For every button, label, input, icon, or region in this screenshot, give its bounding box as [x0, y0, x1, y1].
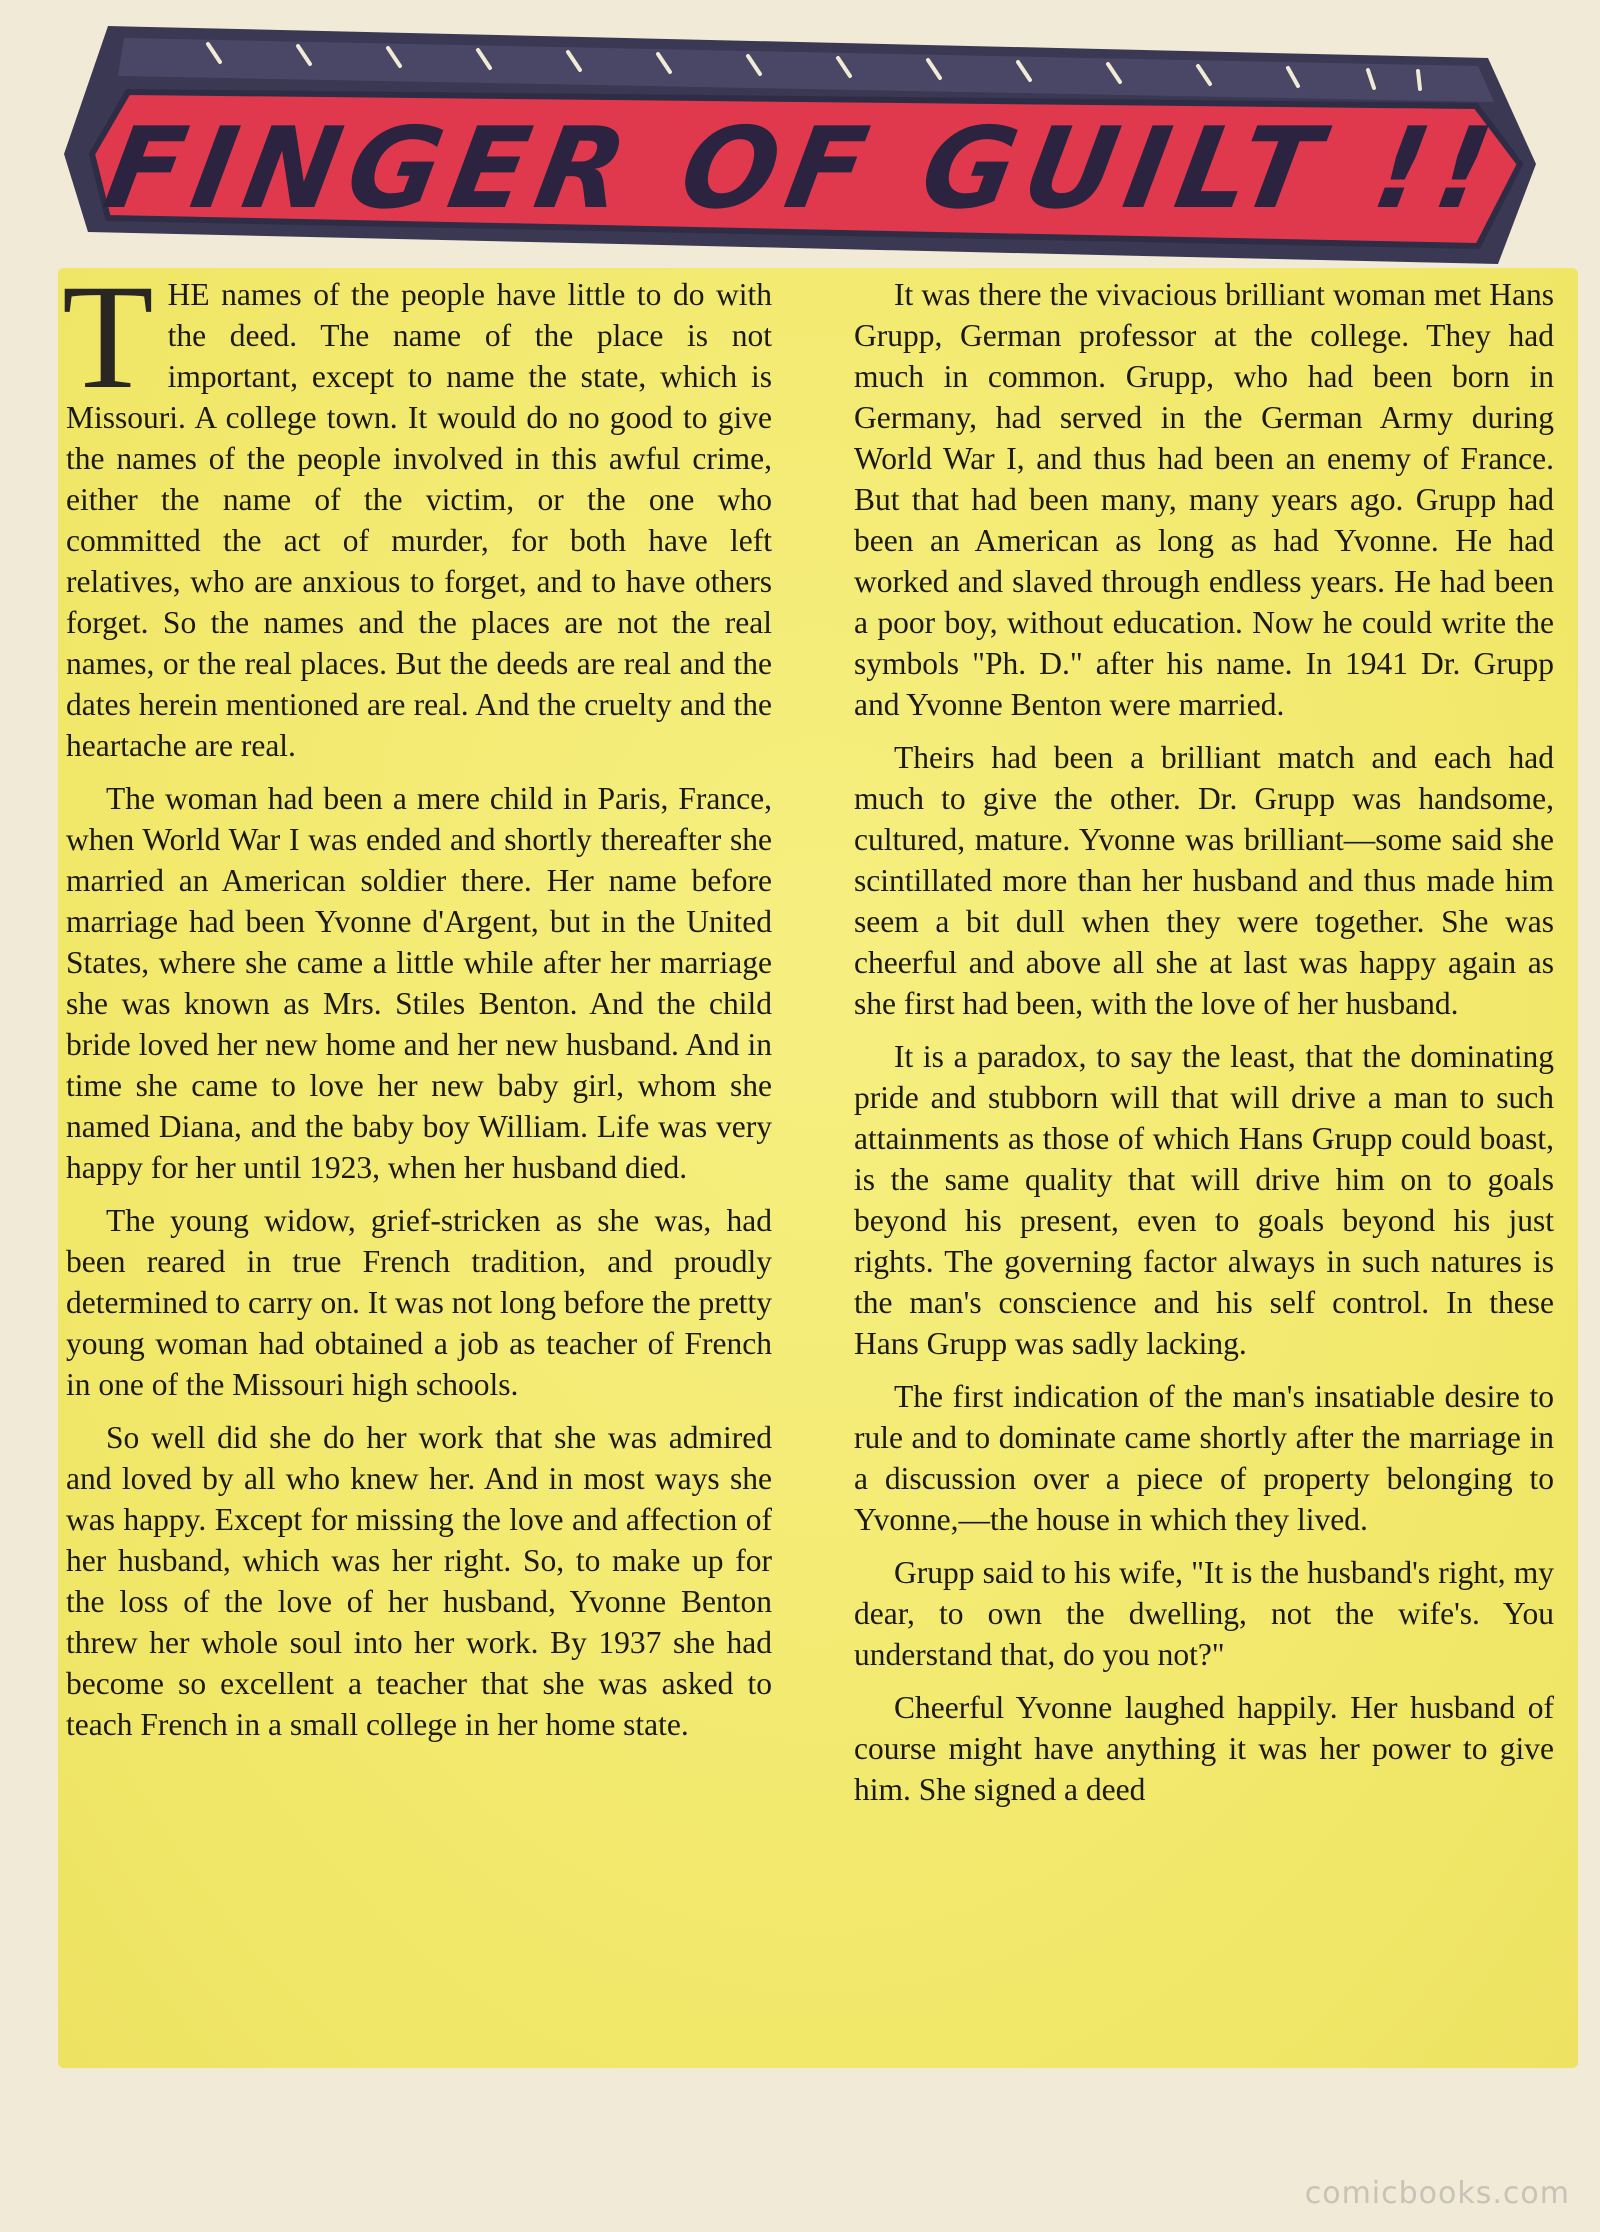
- left-column: [62, 254, 772, 1757]
- paragraph: The first indication of the man's insatiable desire to rule and to dominate came shortly after the marriage in a discussion over a piece of property belonging to Yvonne,—the house in which they lived.: [854, 1379, 1554, 1537]
- paragraph: The young widow, grief-stricken as she was, had been reared in true French tradition, and proudly determined to carry on. It was not long before the pretty young woman had obtained a job as teacher of French in one of the Missouri high schools.: [66, 1203, 772, 1402]
- paragraph: THE names of the people have little to do with the deed. The name of the place is not important, except to name the state, which is Missouri. A college town. It would do no good to give the names of the people involved in this awful crime, either the name of the victim, or the one who committed the act of murder, for both have left relatives, who are anxious to forget, and to have others forget. So the names and the places are not the real names, or the real places. But the deeds are real and the dates herein mentioned are real. And the cruelty and the heartache are real.: [62, 254, 772, 763]
- paragraph: So well did she do her work that she was admired and loved by all who knew her. And in most ways she was happy. Except for missing the love and affection of her husband, which was her right. So, to make up for the loss of the love of her husband, Yvonne Benton threw her whole soul into her work. By 1937 she had become so excellent a teacher that she was asked to teach French in a small college in her home state.: [66, 1420, 772, 1742]
- paragraph: Cheerful Yvonne laughed happily. Her husband of course might have anything it was her power to give him. She signed a deed: [854, 1690, 1554, 1807]
- paragraph: It was there the vivacious brilliant woman met Hans Grupp, German professor at the college. They had much in common. Grupp, who had been born in Germany, had served in the German Army during World War I, and thus had been an enemy of France. But that had been many, many years ago. Grupp had been an American as long as had Yvonne. He had worked and slaved through endless years. He had been a poor boy, without education. Now he could write the symbols "Ph. D." after his name. In 1941 Dr. Grupp and Yvonne Benton were married.: [854, 277, 1554, 722]
- paragraph: The woman had been a mere child in Paris, France, when World War I was ended and shortly thereafter she married an American soldier there. Her name before marriage had been Yvonne d'Argent, but in the United States, where she came a little while after her marriage she was known as Mrs. Stiles Benton. And the child bride loved her new home and her new husband. And in time she came to love her new baby girl, whom she named Diana, and the baby boy William. Life was very happy for her until 1923, when her husband died.: [66, 781, 772, 1185]
- paragraph: Grupp said to his wife, "It is the husband's right, my dear, to own the dwelling, not the wife's. You understand that, do you not?": [854, 1555, 1554, 1672]
- right-column: [854, 274, 1554, 1822]
- watermark: comicbooks.com: [1304, 2176, 1570, 2211]
- drop-cap: T: [62, 254, 154, 420]
- title-banner: [58, 14, 1538, 274]
- paragraph: Theirs had been a brilliant match and each had much to give the other. Dr. Grupp was handsome, cultured, mature. Yvonne was brilliant—some said she scintillated more than her husband and thus made him seem a bit dull when they were together. She was cheerful and above all she at last was happy again as she first had been, with the love of her husband.: [854, 740, 1554, 1021]
- story-title: FINGER OF GUILT !!: [95, 104, 1511, 234]
- paragraph: It is a paradox, to say the least, that the dominating pride and stubborn will that will drive a man to such attainments as those of which Hans Grupp could boast, is the same quality that will drive him on to goals beyond his present, even to goals beyond his just rights. The governing factor always in such natures is the man's conscience and his self control. In these Hans Grupp was sadly lacking.: [854, 1039, 1554, 1361]
